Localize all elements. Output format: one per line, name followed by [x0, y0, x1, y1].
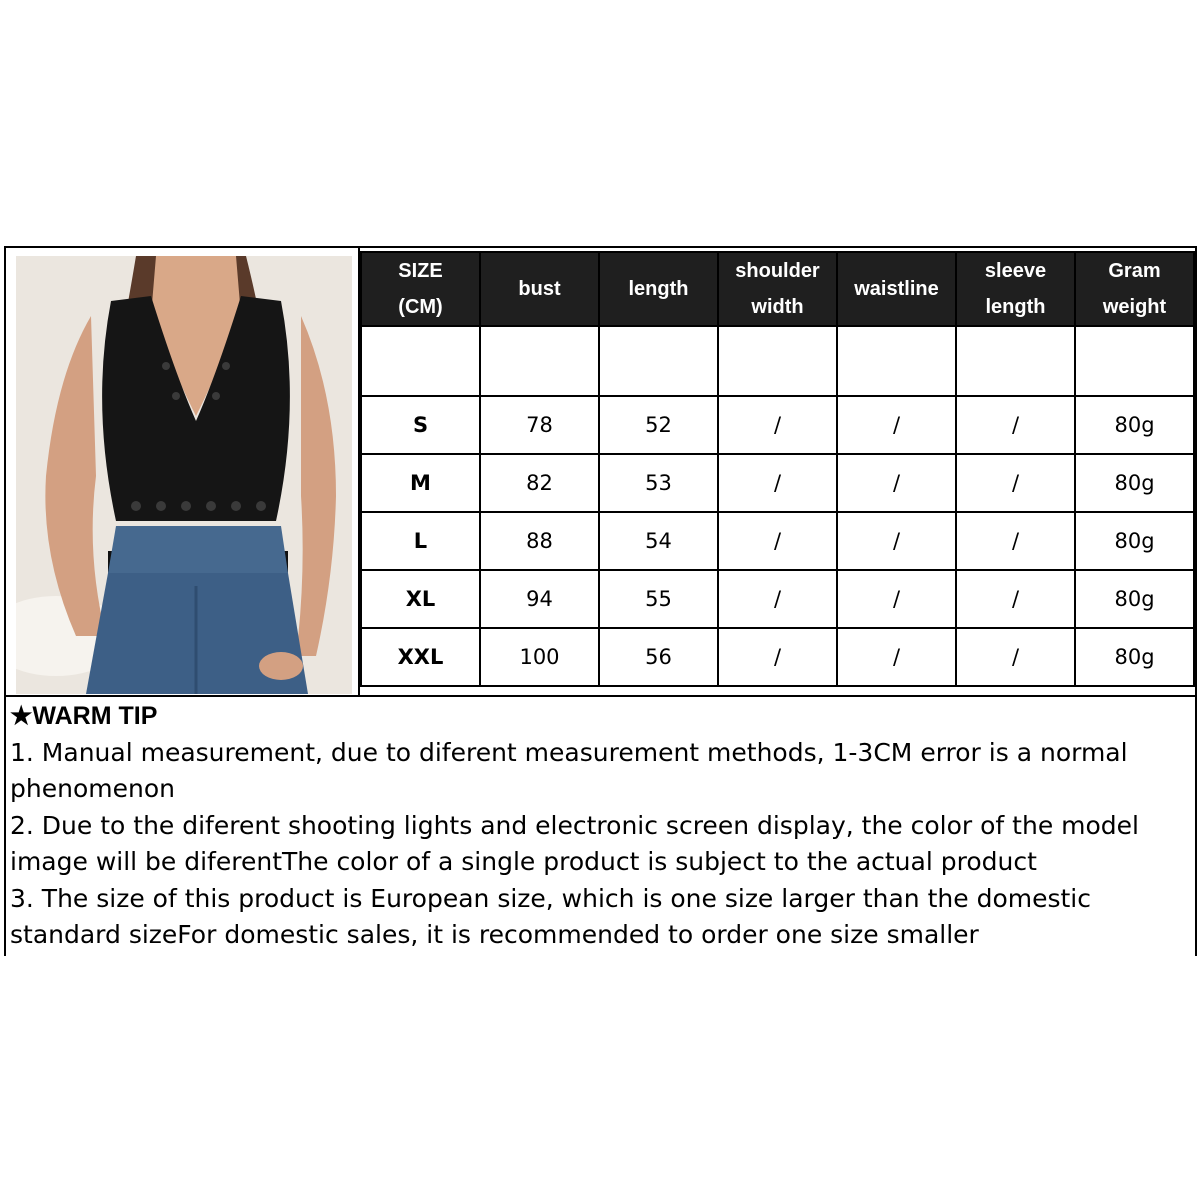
- size-label: M: [361, 454, 480, 512]
- length-value: 54: [599, 512, 718, 570]
- bust-value: 78: [480, 396, 599, 454]
- waistline-value: /: [837, 512, 956, 570]
- left-border: [4, 246, 6, 956]
- size-label: L: [361, 512, 480, 570]
- sleeve-length-value: /: [956, 454, 1075, 512]
- table-row: [361, 512, 1194, 570]
- shoulder-width-value: /: [718, 628, 837, 686]
- bust-value: 94: [480, 570, 599, 628]
- size-label: XXL: [361, 628, 480, 686]
- waistline-value: /: [837, 454, 956, 512]
- shoulder-width-value: /: [718, 570, 837, 628]
- header-length: length: [599, 252, 718, 326]
- header-shoulder-width: shoulder width: [718, 252, 837, 326]
- header-bust: bust: [480, 252, 599, 326]
- size-label: XL: [361, 570, 480, 628]
- bust-value: 82: [480, 454, 599, 512]
- bust-value: 100: [480, 628, 599, 686]
- table-row: [361, 454, 1194, 512]
- header-waistline: waistline: [837, 252, 956, 326]
- shoulder-width-value: /: [718, 454, 837, 512]
- sleeve-length-value: /: [956, 512, 1075, 570]
- tips-divider: [4, 695, 1197, 697]
- warm-tip-section: [10, 698, 1195, 954]
- waistline-value: /: [837, 570, 956, 628]
- table-row: [361, 570, 1194, 628]
- shoulder-width-value: /: [718, 512, 837, 570]
- table-header-row: [361, 252, 1194, 326]
- product-photo: [16, 256, 352, 694]
- header-size: SIZE (CM): [361, 252, 480, 326]
- table-row: [361, 396, 1194, 454]
- bust-value: 88: [480, 512, 599, 570]
- gram-weight-value: 80g: [1075, 454, 1194, 512]
- header-gram-weight: Gram weight: [1075, 252, 1194, 326]
- size-chart-sheet: [4, 246, 1197, 956]
- gram-weight-value: 80g: [1075, 396, 1194, 454]
- sleeve-length-value: /: [956, 628, 1075, 686]
- sleeve-length-value: /: [956, 570, 1075, 628]
- warm-tip-title: ★WARM TIP: [10, 702, 158, 730]
- gram-weight-value: 80g: [1075, 628, 1194, 686]
- tip-line: 1. Manual measurement, due to diferent measurement methods, 1-3CM error is a normal phenomenon: [10, 737, 1128, 803]
- blank-row: [361, 326, 1194, 396]
- right-border: [1195, 246, 1197, 956]
- size-table: [360, 251, 1195, 687]
- shoulder-width-value: /: [718, 396, 837, 454]
- waistline-value: /: [837, 628, 956, 686]
- length-value: 56: [599, 628, 718, 686]
- length-value: 53: [599, 454, 718, 512]
- tip-line: 2. Due to the diferent shooting lights and electronic screen display, the color of the model image will be diferentThe color of a single product is subject to the actual product: [10, 810, 1139, 876]
- table-row: [361, 628, 1194, 686]
- header-sleeve-length: sleeve length: [956, 252, 1075, 326]
- length-value: 55: [599, 570, 718, 628]
- size-label: S: [361, 396, 480, 454]
- gram-weight-value: 80g: [1075, 570, 1194, 628]
- gram-weight-value: 80g: [1075, 512, 1194, 570]
- top-border: [4, 246, 1197, 248]
- sleeve-length-value: /: [956, 396, 1075, 454]
- tip-line: 3. The size of this product is European size, which is one size larger than the domestic standard sizeFor domestic sales, it is recommended to order one size smaller: [10, 883, 1091, 949]
- waistline-value: /: [837, 396, 956, 454]
- length-value: 52: [599, 396, 718, 454]
